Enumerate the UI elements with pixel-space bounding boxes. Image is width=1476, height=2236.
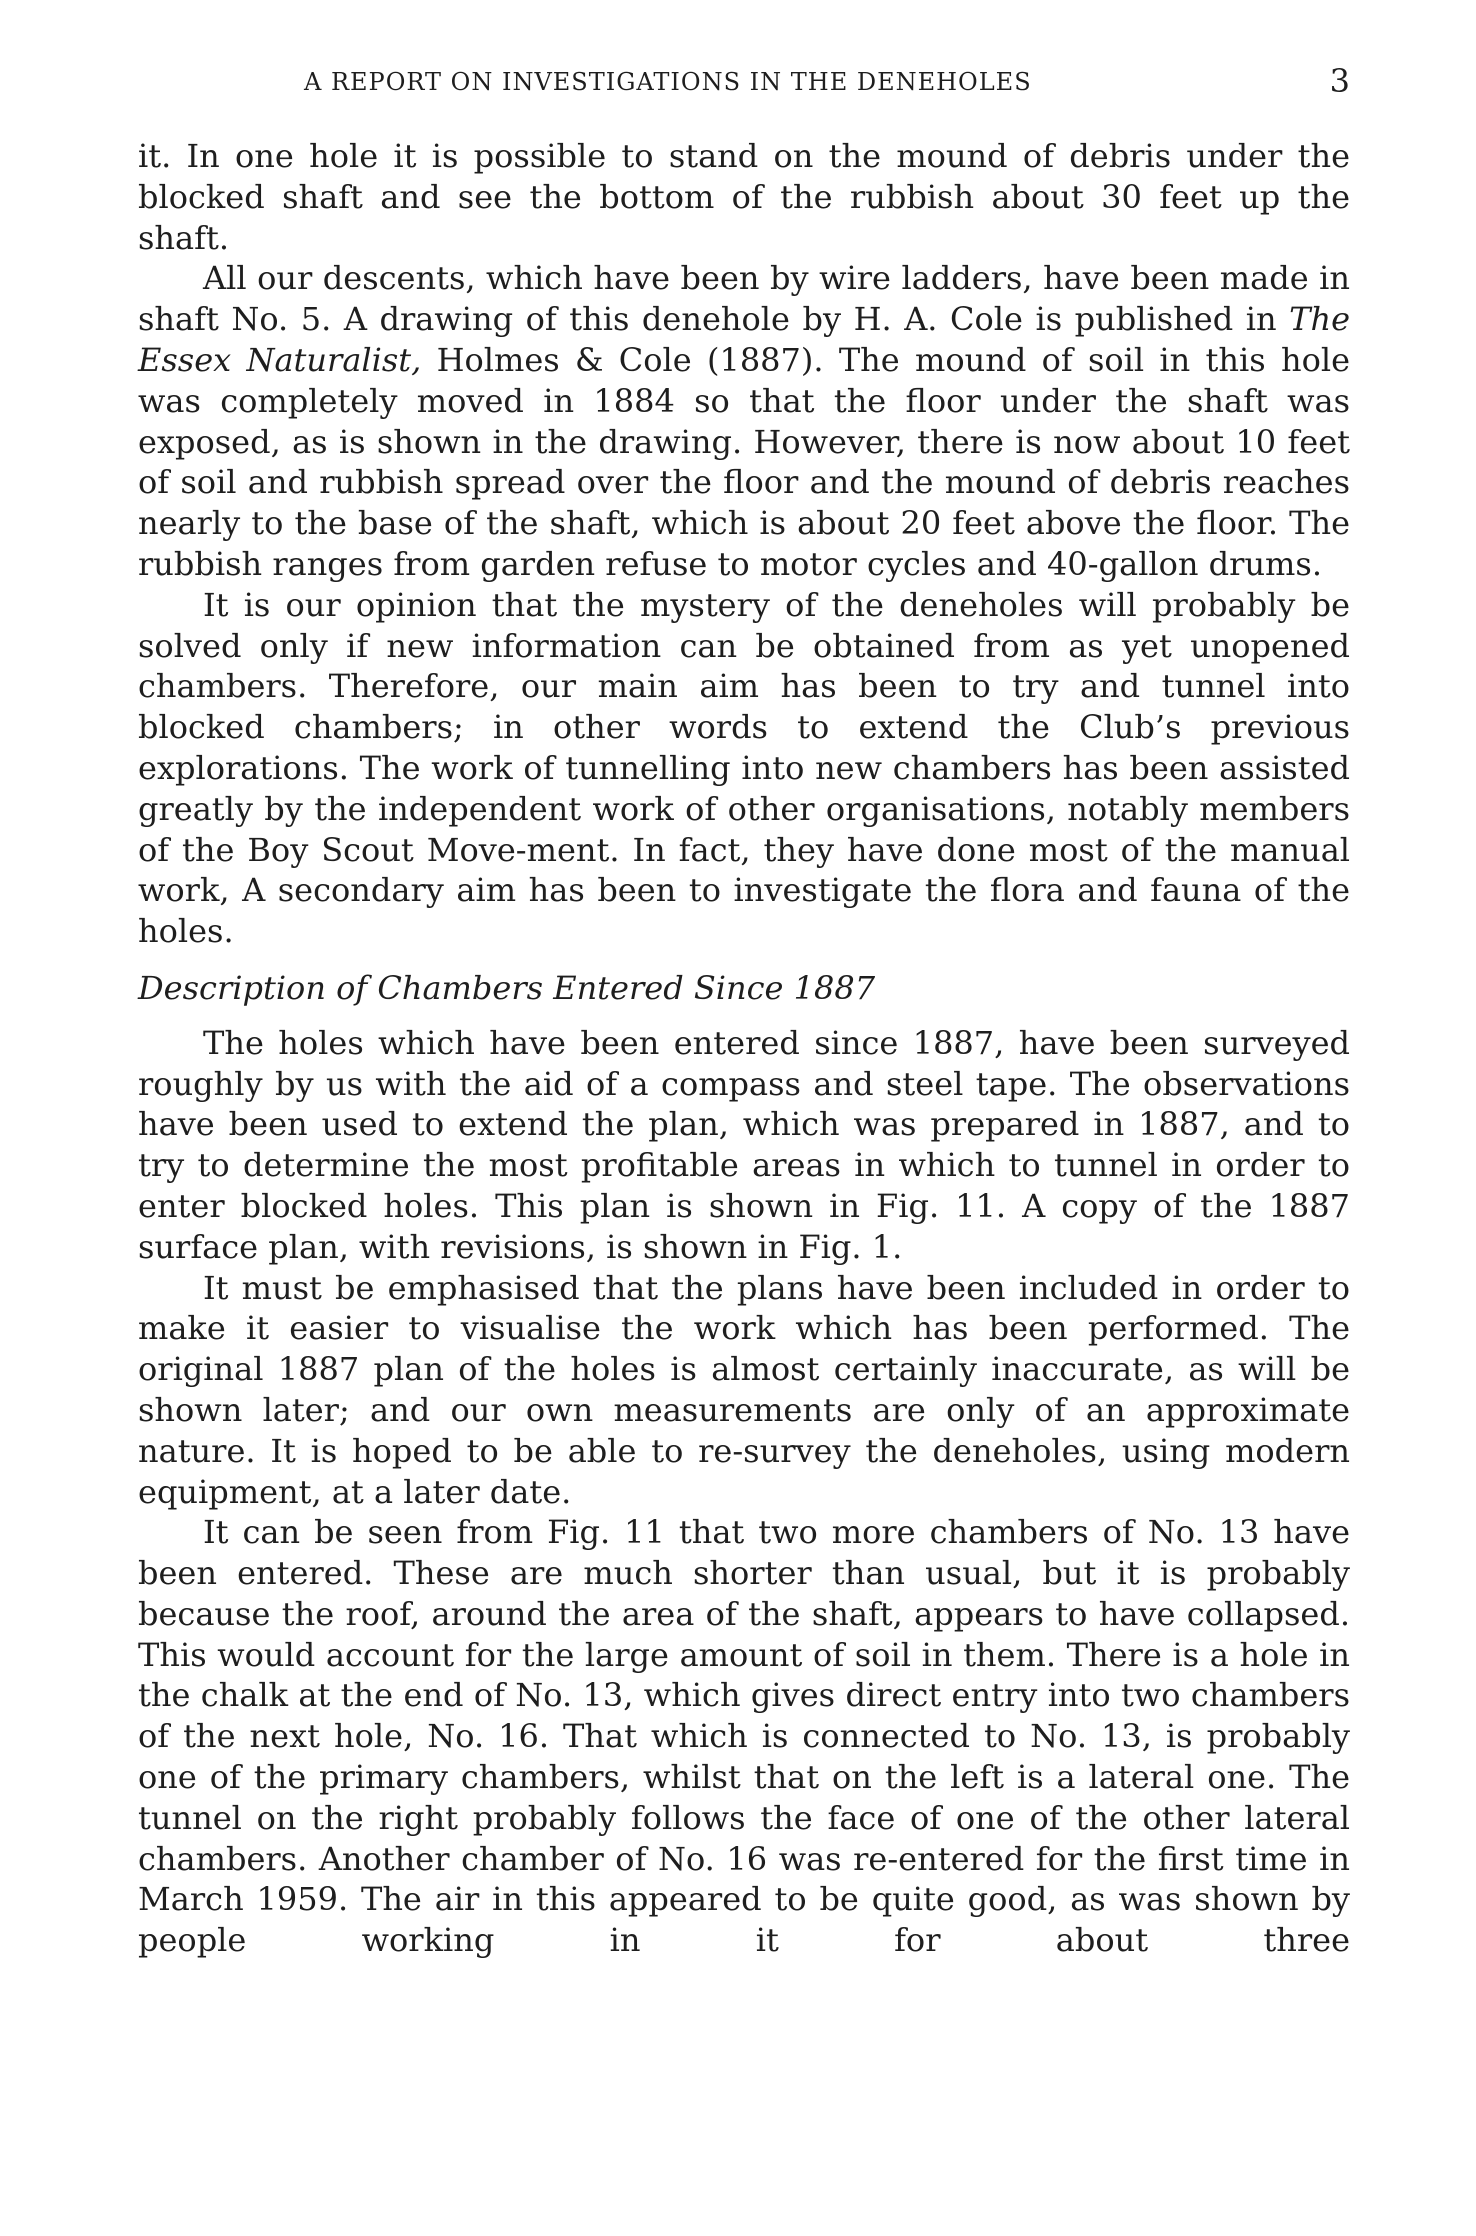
italic-text: The Essex Naturalist, <box>138 300 1350 379</box>
text-segment: It is our opinion that the mystery of the deneholes will probably be solved only if new information can be obtained from as yet unopened chambers. Therefore, our main aim has been to try and tunnel into blocked chambers; in other words to extend the Club’s previous explorations. The work of tunnelling into new chambers has been assisted greatly by the independent work of other organisations, notably members of the Boy Scout Move-ment. In fact, they have done most of the manual work, A secondary aim has been to investigate the flora and fauna of the holes. <box>138 585 1350 951</box>
page-number: 3 <box>1329 62 1350 100</box>
text-segment: It can be seen from Fig. 11 that two more chambers of No. 13 have been entered. These are much shorter than usual, but it is probably because the roof, around the area of the shaft, appears to have collapsed. This would account for the large amount of soil in them. There is a hole in the chalk at the end of No. 13, which gives direct entry into two chambers of the next hole, No. 16. That which is connected to No. 13, is probably one of the primary chambers, whilst that on the left is a lateral one. The tunnel on the right probably follows the face of one of the other lateral chambers. Another chamber of No. 16 was re-entered for the first time in March 1959. The air in this appeared to be quite good, as was shown by people working in it for about three <box>138 1513 1350 1960</box>
document-page <box>138 62 1350 1961</box>
text-segment: The holes which have been entered since 1887, have been surveyed roughly by us with the aid of a compass and steel tape. The observations have been used to extend the plan, which was prepared in 1887, and to try to determine the most profitable areas in which to tunnel in order to enter blocked holes. This plan is shown in Fig. 11. A copy of the 1887 surface plan, with revisions, is shown in Fig. 1. <box>138 1023 1350 1266</box>
body-text <box>138 136 1350 1961</box>
paragraph <box>138 1268 1350 1513</box>
text-segment: All our descents, which have been by wire ladders, have been made in shaft No. 5. A drawing of this denehole by H. A. Cole is published in <box>138 259 1350 339</box>
text-segment: It must be emphasised that the plans have been included in order to make it easier to visualise the work which has been performed. The original 1887 plan of the holes is almost certainly inaccurate, as will be shown later; and our own measurements are only of an approximate nature. It is hoped to be able to re-survey the deneholes, using modern equipment, at a later date. <box>138 1268 1350 1511</box>
paragraph <box>138 585 1350 952</box>
paragraph <box>138 1023 1350 1268</box>
paragraph <box>138 258 1350 584</box>
section-heading: Description of Chambers Entered Since 1887 <box>138 968 876 1007</box>
paragraph <box>138 1512 1350 1961</box>
text-segment: Holmes & Cole (1887). The mound of soil in this hole was completely moved in 1884 so that the floor under the shaft was exposed, as is shown in the drawing. However, there is now about 10 feet of soil and rubbish spread over the floor and the mound of debris reaches nearly to the base of the shaft, which is about 20 feet above the floor. The rubbish ranges from garden refuse to motor cycles and 40-gallon drums. <box>138 340 1351 583</box>
running-title: A REPORT ON INVESTIGATIONS IN THE DENEHOLES <box>304 68 1032 96</box>
text-segment: it. In one hole it is possible to stand on the mound of debris under the blocked shaft and see the bottom of the rubbish about 30 feet up the shaft. <box>138 137 1350 257</box>
running-head <box>138 62 1350 104</box>
paragraph <box>138 136 1350 258</box>
